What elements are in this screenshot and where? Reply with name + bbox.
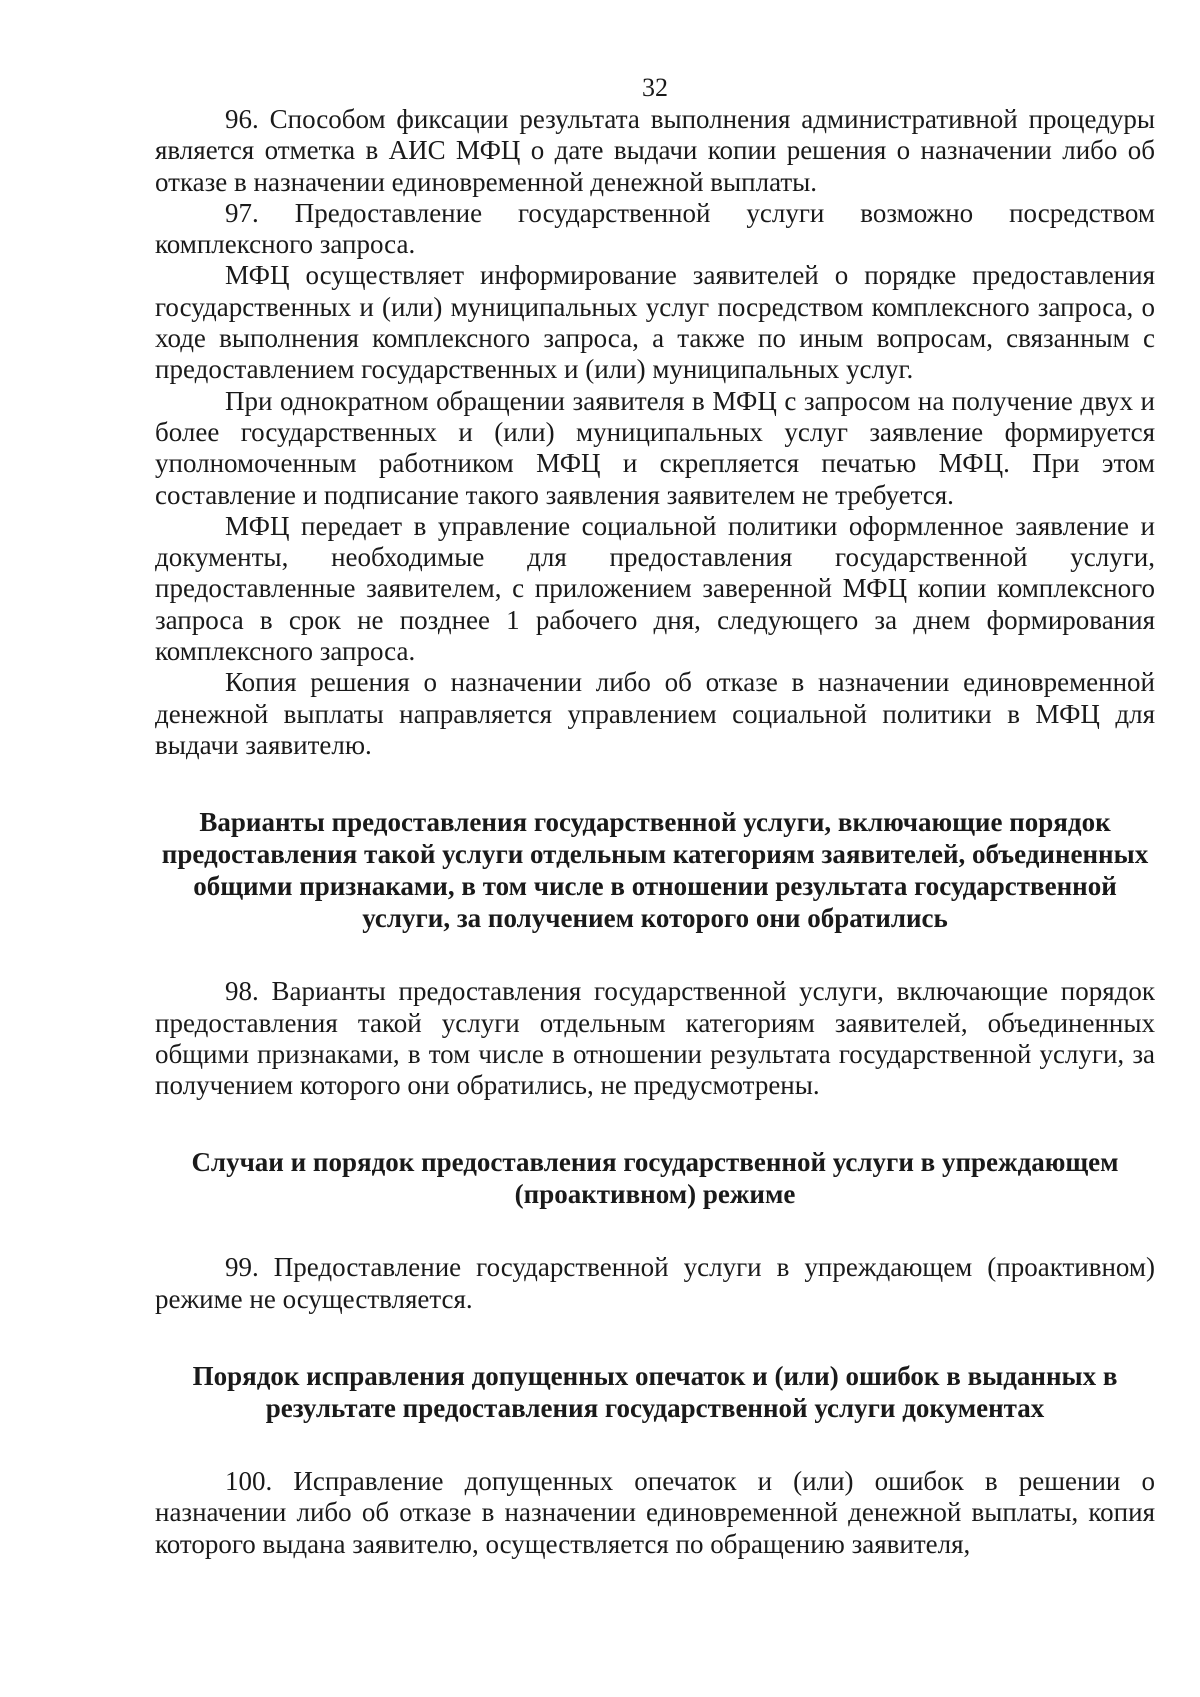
paragraph-mfc-informing: МФЦ осуществляет информирование заявителей о порядке предоставления государственных и (или) муниципальных услуг посредством комплексного запроса, о ходе выполнения комплексного запроса, а также по иным вопросам, связанным с предоставлением государственных и (или) муниципальных услуг. xyxy=(155,260,1155,385)
document-page xyxy=(155,72,1155,1560)
heading-proactive-mode: Случаи и порядок предоставления государственной услуги в упреждающем (проактивном) режиме xyxy=(191,1147,1119,1210)
heading-error-correction: Порядок исправления допущенных опечаток и (или) ошибок в выданных в результате предоставления государственной услуги документах xyxy=(192,1361,1118,1424)
paragraph-100: 100. Исправление допущенных опечаток и (или) ошибок в решении о назначении либо об отказе в назначении единовременной денежной выплаты, копия которого выдана заявителю, осуществляется по обращению заявителя, xyxy=(155,1466,1155,1559)
paragraph-97: 97. Предоставление государственной услуги возможно посредством комплексного запроса. xyxy=(155,197,1155,260)
paragraph-96: 96. Способом фиксации результата выполнения административной процедуры является отметка в АИС МФЦ о дате выдачи копии решения о назначении либо об отказе в назначении единовременной денежной выплаты. xyxy=(155,104,1155,197)
paragraph-single-request: При однократном обращении заявителя в МФЦ с запросом на получение двух и более государственных и (или) муниципальных услуг заявление формируется уполномоченным работником МФЦ и скрепляется печатью МФЦ. При этом составление и подписание такого заявления заявителем не требуется. xyxy=(155,385,1155,510)
paragraph-mfc-transfer: МФЦ передает в управление социальной политики оформленное заявление и документы, необходимые для предоставления государственной услуги, предоставленные заявителем, с приложением заверенной МФЦ копии комплексного запроса в срок не позднее 1 рабочего дня, следующего за днем формирования комплексного запроса. xyxy=(155,510,1155,667)
heading-service-variants: Варианты предоставления государственной услуги, включающие порядок предоставления такой услуги отдельным категориям заявителей, объединенных общими признаками, в том числе в отношении результата государственной услуги, за получением которого они обратились xyxy=(161,807,1149,934)
paragraph-decision-copy: Копия решения о назначении либо об отказе в назначении единовременной денежной выплаты направляется управлением социальной политики в МФЦ для выдачи заявителю. xyxy=(155,667,1155,760)
paragraph-98: 98. Варианты предоставления государственной услуги, включающие порядок предоставления такой услуги отдельным категориям заявителей, объединенных общими признаками, в том числе в отношении результата государственной услуги, за получением которого они обратились, не предусмотрены. xyxy=(155,976,1155,1101)
paragraph-99: 99. Предоставление государственной услуги в упреждающем (проактивном) режиме не осуществляется. xyxy=(155,1252,1155,1314)
page-number: 32 xyxy=(642,73,668,102)
